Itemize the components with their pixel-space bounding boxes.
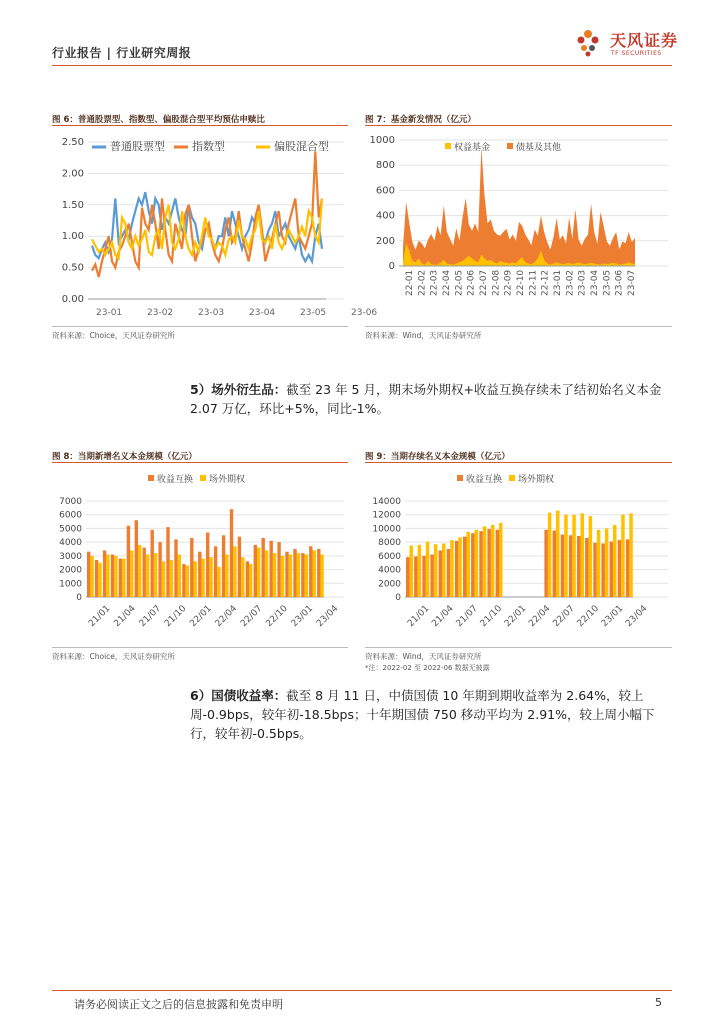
x-tick-label: 22/10	[264, 603, 290, 630]
paragraph-otc-derivatives	[190, 380, 672, 418]
bar	[601, 544, 605, 598]
legend-label: 收益互换	[466, 475, 503, 485]
bar	[170, 560, 173, 597]
x-tick-label: 23-07	[627, 269, 637, 296]
bar	[605, 528, 609, 597]
bar	[414, 557, 418, 598]
bar	[158, 542, 161, 597]
bar	[249, 564, 252, 597]
bar	[246, 561, 249, 597]
bar	[439, 550, 443, 597]
x-tick-label: 21/01	[406, 603, 432, 630]
paragraph-treasury-yield	[190, 686, 672, 743]
y-tick-label: 0	[76, 593, 82, 603]
y-tick-label: 800	[375, 160, 395, 172]
bar	[174, 539, 177, 597]
fig8-title: 图 8：当期新增名义本金规模（亿元）	[52, 452, 197, 462]
bar	[209, 557, 212, 597]
fig8-divider	[52, 462, 348, 463]
x-tick-label: 22-07	[479, 269, 489, 296]
bar	[496, 530, 500, 597]
bar	[569, 535, 573, 597]
bar	[589, 516, 593, 597]
logo-name: 天风证券	[610, 31, 679, 50]
x-tick-label: 21/07	[137, 603, 164, 630]
y-tick-label: 600	[375, 185, 395, 197]
para6-lead: 6）国债收益率：	[190, 688, 287, 703]
fig9-note: *注：2022-02 至 2022-06 数据无披露	[365, 664, 490, 672]
y-tick-label: 12000	[372, 510, 401, 521]
x-tick-label: 22/04	[527, 603, 553, 630]
bar	[544, 530, 548, 597]
x-tick-label: 23-06	[351, 308, 378, 318]
x-tick-label: 23/01	[599, 603, 626, 630]
bar	[471, 533, 475, 597]
fig6-title: 图 6：普通股票型、指数型、偏股混合型平均预估申赎比	[52, 115, 265, 125]
y-tick-label: 2.00	[61, 168, 84, 180]
bar	[293, 549, 296, 597]
page-number: 5	[655, 996, 662, 1009]
fig9-divider	[365, 462, 672, 463]
y-tick-label: 1000	[369, 135, 395, 146]
bar	[581, 513, 585, 597]
y-tick-label: 1.00	[61, 231, 84, 243]
y-tick-label: 0	[388, 261, 395, 272]
x-tick-label: 22-04	[442, 269, 452, 296]
legend-label: 收益互换	[157, 475, 194, 485]
bar	[111, 555, 114, 598]
y-tick-label: 400	[375, 210, 395, 222]
bar	[122, 559, 125, 597]
bar	[127, 526, 130, 597]
x-tick-label: 23-03	[198, 308, 225, 318]
bar	[154, 553, 157, 597]
y-tick-label: 0.50	[61, 262, 84, 274]
bar	[556, 511, 560, 597]
x-tick-label: 21/10	[163, 603, 189, 630]
bar	[572, 515, 576, 597]
y-tick-label: 2.50	[61, 137, 84, 148]
bar	[577, 536, 581, 597]
bar	[190, 538, 193, 597]
logo-subtitle: TF SECURITIES	[611, 50, 662, 57]
bar	[406, 557, 410, 597]
x-tick-label: 22/01	[502, 603, 529, 630]
bar	[178, 555, 181, 598]
y-tick-label: 3000	[59, 551, 82, 562]
bar	[238, 537, 241, 597]
y-tick-label: 1.50	[61, 199, 84, 211]
bar	[106, 555, 109, 598]
x-tick-label: 23-04	[590, 269, 600, 296]
y-tick-label: 0	[395, 593, 401, 603]
fig7-title: 图 7：基金新发情况（亿元）	[365, 115, 476, 125]
bar	[434, 544, 438, 597]
fig6-bottom-divider	[52, 326, 348, 327]
x-tick-label: 22/04	[213, 603, 240, 630]
bar	[487, 529, 491, 597]
x-tick-label: 22-09	[503, 269, 514, 296]
fig9-title: 图 9：当期存续名义本金规模（亿元）	[365, 452, 510, 462]
y-tick-label: 6000	[378, 551, 401, 562]
bar	[313, 550, 316, 597]
bar	[201, 559, 204, 597]
x-tick-label: 23-03	[577, 269, 588, 296]
bar	[301, 553, 304, 597]
legend-swatch	[507, 143, 513, 149]
bar	[626, 539, 630, 597]
x-tick-label: 23/04	[315, 603, 341, 630]
bar	[426, 542, 430, 598]
legend-swatch	[457, 475, 463, 481]
bar	[277, 542, 280, 597]
bar	[613, 525, 617, 597]
header-divider	[52, 65, 672, 66]
bar	[151, 530, 154, 597]
bar	[135, 520, 138, 597]
x-tick-label: 22/10	[575, 603, 602, 630]
bar	[233, 546, 236, 597]
x-tick-label: 23-01	[96, 308, 123, 318]
y-tick-label: 1000	[59, 579, 82, 590]
legend-swatch	[200, 475, 206, 481]
logo-flower-icon	[570, 24, 606, 60]
bar	[206, 533, 209, 598]
legend-label: 指数型	[192, 140, 225, 153]
bar	[281, 556, 284, 597]
x-tick-label: 22-03	[429, 269, 440, 296]
bar	[198, 552, 201, 597]
x-tick-label: 23/04	[624, 603, 650, 630]
fig8-chart	[52, 465, 348, 645]
bar	[103, 550, 106, 597]
bar	[222, 535, 225, 597]
bar	[475, 530, 479, 597]
bar	[285, 552, 288, 597]
bar	[230, 509, 233, 597]
x-tick-label: 21/10	[478, 603, 505, 630]
bar	[491, 525, 495, 597]
x-tick-label: 21/01	[87, 603, 113, 630]
fig7-chart	[365, 128, 672, 324]
y-tick-label: 7000	[59, 497, 82, 507]
x-tick-label: 21/04	[430, 603, 456, 630]
bar	[317, 549, 320, 597]
bar	[194, 561, 197, 597]
x-tick-label: 22/07	[551, 603, 577, 630]
x-tick-label: 23-06	[614, 269, 625, 296]
bar	[320, 555, 323, 598]
bar	[95, 560, 98, 597]
bar	[217, 567, 220, 597]
fig6-chart	[52, 128, 378, 324]
x-tick-label: 22-10	[516, 269, 526, 296]
bar	[182, 564, 185, 597]
series-line	[92, 151, 322, 277]
bar	[130, 550, 133, 597]
x-tick-label: 23-02	[147, 308, 174, 318]
x-tick-label: 23-05	[602, 269, 613, 296]
fig9-chart	[365, 465, 672, 645]
legend-label: 场外期权	[518, 475, 555, 485]
y-tick-label: 4000	[378, 565, 401, 576]
bar	[455, 541, 459, 597]
x-tick-label: 22-01	[405, 269, 415, 296]
bar	[143, 548, 146, 597]
y-tick-label: 2000	[378, 579, 401, 590]
x-tick-label: 23-04	[249, 308, 276, 318]
bar	[262, 538, 265, 597]
fig8-bottom-divider	[52, 647, 348, 648]
bar	[564, 515, 568, 597]
bar	[119, 559, 122, 597]
y-tick-label: 6000	[59, 510, 82, 521]
fig7-bottom-divider	[365, 326, 672, 327]
bar	[458, 537, 462, 597]
x-tick-label: 21/07	[454, 603, 480, 630]
bar	[499, 523, 503, 597]
legend-label: 权益基金	[454, 143, 491, 153]
y-tick-label: 200	[375, 235, 395, 247]
bar	[548, 513, 552, 597]
fig6-source: 资料来源：Choice，天风证券研究所	[52, 331, 175, 340]
x-tick-label: 23-02	[565, 269, 576, 296]
x-tick-label: 23-01	[553, 269, 563, 296]
bar	[442, 544, 446, 598]
legend-label: 场外期权	[209, 475, 246, 485]
x-tick-label: 23-05	[300, 308, 327, 318]
bar	[114, 556, 117, 597]
fig9-bottom-divider	[365, 647, 672, 648]
x-tick-label: 22/01	[188, 603, 214, 630]
bar	[418, 545, 422, 597]
bar	[422, 556, 426, 597]
legend-label: 偏股混合型	[274, 140, 329, 153]
bar	[430, 555, 434, 598]
bar	[597, 530, 601, 597]
x-tick-label: 22-06	[466, 269, 477, 296]
bar	[254, 545, 257, 597]
bar	[447, 549, 451, 597]
footer-divider	[52, 990, 672, 991]
bar	[305, 555, 308, 598]
company-logo	[570, 24, 680, 60]
y-tick-label: 4000	[59, 538, 82, 549]
bar	[289, 555, 292, 598]
footer-disclaimer: 请务必阅读正文之后的信息披露和免责申明	[74, 998, 283, 1011]
bar	[450, 540, 454, 597]
bar	[166, 527, 169, 597]
x-tick-label: 22-02	[417, 269, 428, 296]
bar	[585, 538, 589, 597]
bar	[553, 531, 557, 598]
bar	[410, 546, 414, 597]
report-type: 行业报告 | 行业研究周报	[52, 46, 192, 60]
bar	[257, 548, 260, 597]
y-tick-label: 0.00	[61, 294, 84, 305]
legend-swatch	[509, 475, 515, 481]
bar	[309, 546, 312, 597]
bar	[593, 543, 597, 597]
bar	[483, 526, 487, 597]
bar	[270, 541, 273, 597]
y-tick-label: 2000	[59, 565, 82, 576]
y-tick-label: 14000	[372, 497, 401, 507]
x-tick-label: 22-05	[454, 269, 465, 296]
bar	[629, 513, 633, 597]
bar	[467, 532, 471, 597]
bar	[186, 566, 189, 598]
x-tick-label: 23/01	[289, 603, 316, 630]
bar	[621, 515, 625, 597]
fig7-source: 资料来源：Wind，天风证券研究所	[365, 331, 482, 340]
bar	[241, 557, 244, 597]
x-tick-label: 21/04	[112, 603, 138, 630]
bar	[138, 545, 141, 597]
legend-swatch	[148, 475, 154, 481]
y-tick-label: 8000	[378, 538, 401, 549]
para5-body: 截至 23 年 5 月，期末场外期权+收益互换存续未了结初始名义本金 2.07 万亿，环比+5%，同比-1%。	[190, 382, 662, 416]
bar	[297, 553, 300, 597]
y-tick-label: 10000	[372, 524, 401, 535]
bar	[618, 540, 622, 597]
bar	[273, 553, 276, 597]
x-tick-label: 22/07	[239, 603, 265, 630]
x-tick-label: 22-11	[528, 269, 539, 296]
para5-lead: 5）场外衍生品：	[190, 382, 287, 397]
y-tick-label: 5000	[59, 524, 82, 535]
bar	[214, 546, 217, 597]
bar	[463, 537, 467, 597]
bar	[90, 556, 93, 597]
x-tick-label: 22-08	[491, 269, 502, 296]
bar	[225, 555, 228, 598]
bar	[561, 535, 565, 597]
bar	[479, 531, 483, 597]
bar	[162, 561, 165, 597]
x-tick-label: 22-12	[540, 269, 551, 296]
fig9-source: 资料来源：Wind，天风证券研究所	[365, 652, 482, 661]
bar	[146, 555, 149, 598]
fig8-source: 资料来源：Choice，天风证券研究所	[52, 652, 175, 661]
bar	[610, 542, 614, 598]
legend-label: 债基及其他	[516, 143, 562, 153]
para6-body: 截至 8 月 11 日，中债国债 10 年期到期收益率为 2.64%，较上周-0.9bps，较年初-18.5bps；十年期国债 750 移动平均为 2.91%，较上周小幅下行，较年初-0.5bps。	[190, 688, 655, 741]
bar	[265, 550, 268, 597]
legend-swatch	[445, 143, 451, 149]
bar	[87, 552, 90, 597]
fig7-divider	[365, 125, 672, 126]
bar	[98, 563, 101, 597]
legend-label: 普通股票型	[110, 140, 165, 153]
fig6-divider	[52, 125, 348, 126]
